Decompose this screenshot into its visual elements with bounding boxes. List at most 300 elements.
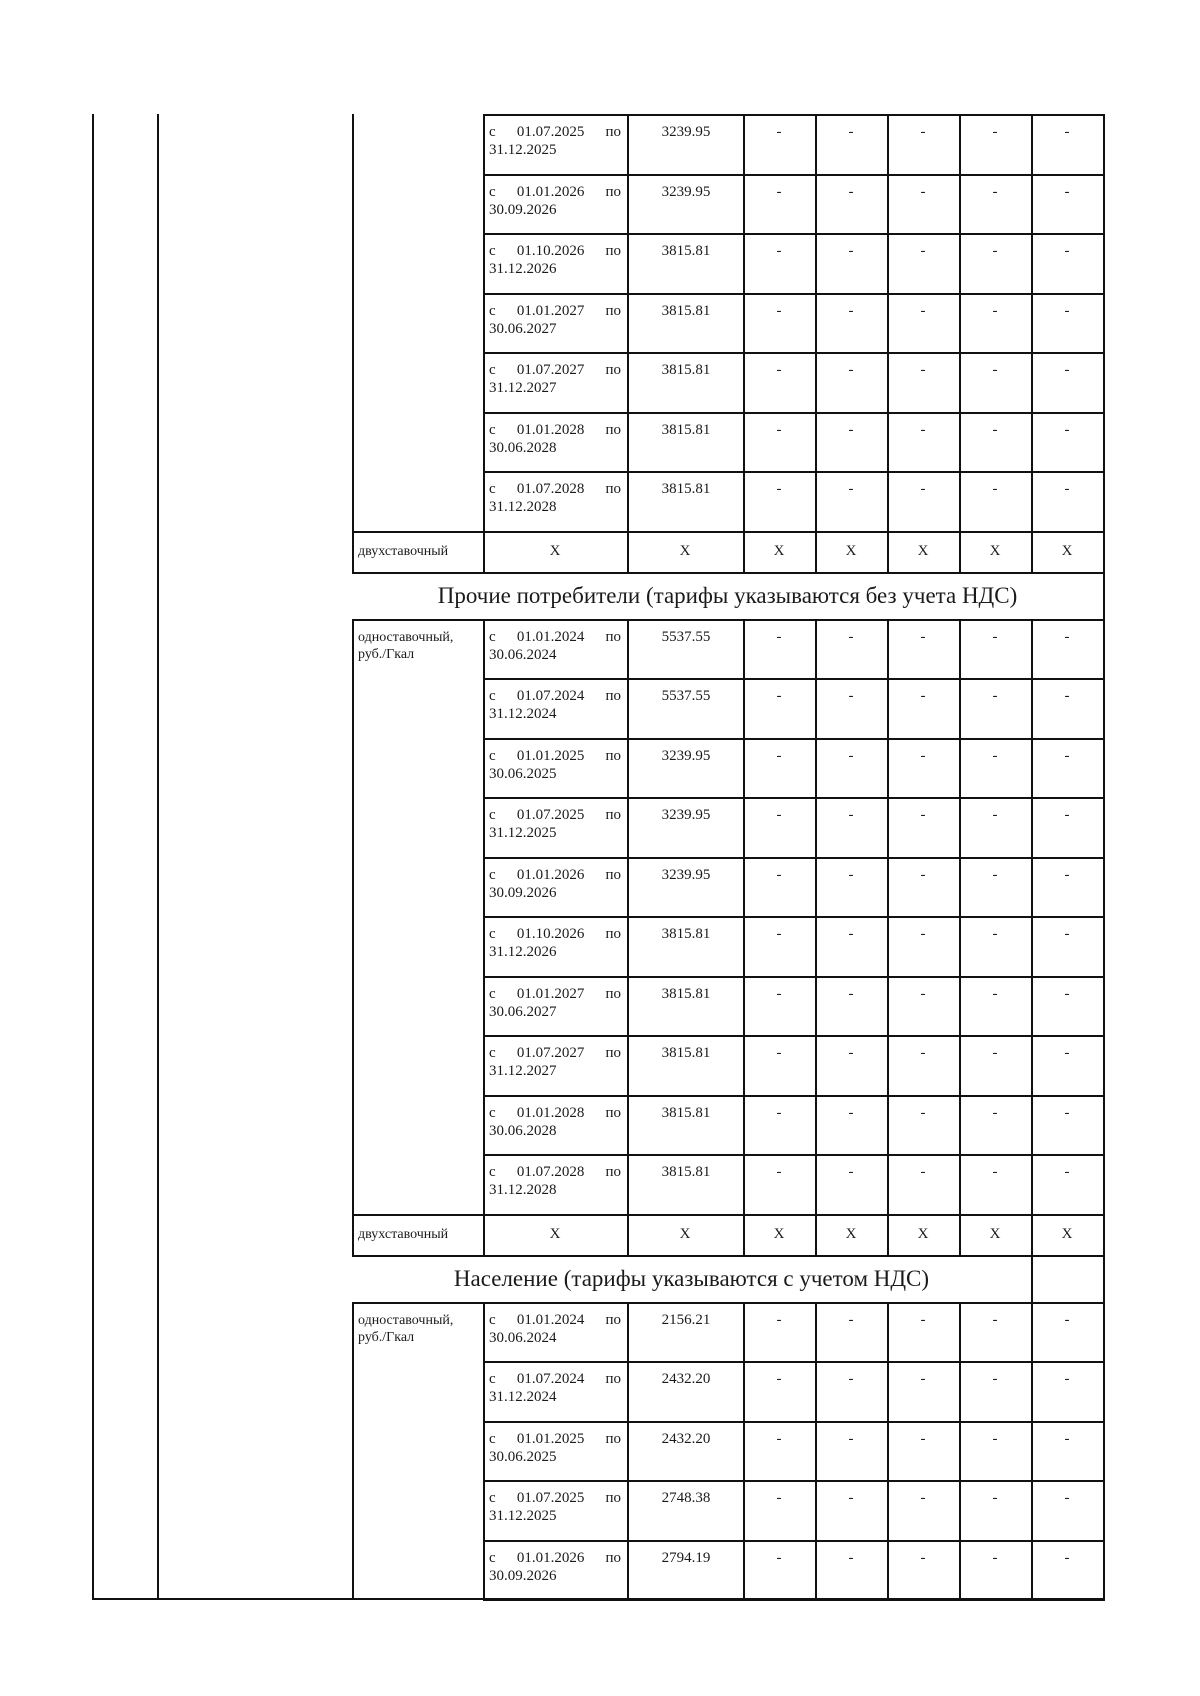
row-rule	[352, 1255, 1105, 1257]
row-rule	[483, 114, 1105, 116]
empty-cell: -	[1064, 1045, 1070, 1061]
empty-cell: -	[776, 807, 782, 823]
empty-cell: -	[1064, 1549, 1070, 1566]
empty-cell: -	[848, 124, 854, 140]
empty-cell: -	[992, 243, 998, 259]
tariff-value: 3239.95	[661, 807, 711, 823]
row-rule	[483, 531, 1105, 533]
col-rule	[1031, 114, 1033, 531]
period-word: по	[605, 1104, 621, 1121]
outer-rule	[92, 114, 94, 1599]
col-rule	[815, 114, 817, 531]
tariff-value: 3815.81	[661, 1045, 711, 1061]
period-word: по	[605, 926, 621, 942]
empty-cell: -	[1064, 688, 1070, 704]
empty-cell: -	[848, 985, 854, 1002]
period-word: по	[605, 628, 621, 645]
section-title: Прочие потребители (тарифы указываются без учета НДС)	[437, 582, 1018, 608]
tariff-value: 2794.19	[661, 1549, 711, 1566]
empty-cell: -	[776, 1490, 782, 1506]
period-word: 01.07.2027	[516, 1045, 585, 1061]
col-rule	[1031, 619, 1033, 1214]
period-word: с	[489, 1045, 496, 1061]
empty-cell: -	[848, 1104, 854, 1121]
empty-cell: -	[848, 1371, 854, 1387]
empty-cell: -	[992, 1490, 998, 1506]
empty-cell: -	[776, 985, 782, 1002]
tariff-value: 3815.81	[661, 362, 711, 378]
row-rule	[483, 738, 1105, 740]
empty-cell: -	[776, 1045, 782, 1061]
period-word: по	[605, 688, 621, 704]
section-bottom-rule	[352, 619, 1105, 621]
period-word: с	[489, 1430, 496, 1447]
empty-cell: -	[920, 1045, 926, 1061]
col-rule	[959, 114, 961, 531]
row-rule	[352, 531, 483, 533]
period-from	[489, 806, 621, 824]
period-word: с	[489, 807, 496, 823]
empty-cell: -	[920, 688, 926, 704]
col-rule	[743, 1214, 745, 1255]
row-rule	[483, 1480, 1105, 1482]
not-applicable-mark: X	[845, 542, 857, 559]
period-word: по	[605, 124, 621, 140]
period-word: с	[489, 481, 496, 497]
empty-cell: -	[776, 1164, 782, 1180]
period-to: 31.12.2026	[489, 261, 557, 277]
period-word: с	[489, 183, 496, 200]
empty-cell: -	[776, 1430, 782, 1447]
empty-cell: -	[1064, 481, 1070, 497]
period-from	[489, 1163, 621, 1181]
period-word: 01.07.2025	[516, 1490, 585, 1506]
row-rule	[483, 174, 1105, 176]
period-word: 01.01.2025	[516, 747, 585, 764]
col-rule	[483, 531, 485, 572]
period-word: с	[489, 688, 496, 704]
tariff-value: 2432.20	[661, 1430, 711, 1447]
col-rule	[743, 1302, 745, 1600]
col-rule	[959, 1302, 961, 1600]
col-rule	[887, 1214, 889, 1255]
empty-cell: -	[992, 421, 998, 438]
section-bottom-rule	[352, 1302, 1105, 1304]
col-rule	[483, 1302, 485, 1600]
not-applicable-mark: X	[845, 1225, 857, 1242]
empty-cell: -	[1064, 807, 1070, 823]
period-from	[489, 687, 621, 705]
col-rule	[352, 1214, 354, 1255]
period-word: 01.01.2025	[516, 1430, 585, 1447]
period-to: 31.12.2028	[489, 1182, 557, 1198]
period-to: 31.12.2025	[489, 1508, 557, 1524]
period-from	[489, 747, 621, 765]
col-rule	[483, 619, 485, 1214]
empty-cell: -	[776, 747, 782, 764]
period-from	[489, 242, 621, 260]
period-word: с	[489, 1549, 496, 1566]
empty-cell: -	[1064, 124, 1070, 140]
empty-cell: -	[992, 1549, 998, 1566]
empty-cell: -	[920, 1549, 926, 1566]
period-to: 31.12.2024	[489, 1389, 557, 1405]
empty-cell: -	[920, 481, 926, 497]
period-from	[489, 480, 621, 498]
section-right-rule	[1031, 1255, 1033, 1302]
empty-cell: -	[992, 1430, 998, 1447]
col-rule	[352, 531, 354, 572]
empty-cell: -	[1064, 1490, 1070, 1506]
empty-cell: -	[992, 1371, 998, 1387]
empty-cell: -	[1064, 1371, 1070, 1387]
period-word: по	[605, 481, 621, 497]
section-title: Население (тарифы указываются с учетом НДС)	[453, 1265, 930, 1291]
period-to: 31.12.2027	[489, 380, 557, 396]
period-word: 01.01.2024	[516, 1311, 585, 1328]
empty-cell: -	[848, 362, 854, 378]
period-to: 30.09.2026	[489, 1567, 557, 1584]
row-rule	[483, 293, 1105, 295]
period-word: по	[605, 807, 621, 823]
empty-cell: -	[848, 866, 854, 883]
empty-cell: -	[920, 302, 926, 319]
period-to: 30.06.2024	[489, 646, 557, 663]
period-word: по	[605, 302, 621, 319]
empty-cell: -	[1064, 421, 1070, 438]
tariff-value: 3815.81	[661, 926, 711, 942]
section-right-rule	[1103, 1255, 1105, 1302]
period-to: 30.06.2024	[489, 1329, 557, 1346]
period-to: 30.06.2025	[489, 765, 557, 782]
tariff-value: 3815.81	[661, 421, 711, 438]
empty-cell: -	[992, 985, 998, 1002]
empty-cell: -	[1064, 985, 1070, 1002]
empty-cell: -	[776, 628, 782, 645]
tariff-value: 5537.55	[661, 688, 711, 704]
period-word: по	[605, 1164, 621, 1180]
table-bottom-rule	[92, 1598, 1105, 1600]
period-from	[489, 1104, 621, 1122]
period-to: 30.06.2027	[489, 1003, 557, 1020]
col-rule	[815, 531, 817, 572]
empty-cell: -	[920, 926, 926, 942]
period-word: по	[605, 747, 621, 764]
period-from	[489, 302, 621, 320]
empty-cell: -	[992, 866, 998, 883]
empty-cell: -	[1064, 302, 1070, 319]
col-rule	[352, 114, 354, 531]
period-word: по	[605, 243, 621, 259]
empty-cell: -	[776, 688, 782, 704]
col-rule	[887, 1302, 889, 1600]
period-word: 01.07.2028	[516, 481, 585, 497]
period-word: с	[489, 1164, 496, 1180]
empty-cell: -	[920, 1164, 926, 1180]
tariff-value: 3239.95	[661, 747, 711, 764]
period-word: с	[489, 1371, 496, 1387]
period-word: 01.07.2025	[516, 124, 585, 140]
tariff-value: 3239.95	[661, 866, 711, 883]
row-rule	[483, 1540, 1105, 1542]
empty-cell: -	[848, 1490, 854, 1506]
period-word: с	[489, 362, 496, 378]
col-rule	[352, 619, 354, 1214]
empty-cell: -	[776, 421, 782, 438]
row-rule	[483, 1035, 1105, 1037]
period-word: 01.07.2024	[516, 1371, 585, 1387]
period-word: по	[605, 1371, 621, 1387]
empty-cell: -	[992, 628, 998, 645]
col-rule	[627, 114, 629, 531]
period-word: 01.10.2026	[516, 243, 585, 259]
row-rule	[483, 857, 1105, 859]
empty-cell: -	[848, 1045, 854, 1061]
row-rule	[483, 1154, 1105, 1156]
empty-cell: -	[848, 807, 854, 823]
period-word: 01.07.2028	[516, 1164, 585, 1180]
period-from	[489, 421, 621, 439]
period-word: с	[489, 985, 496, 1002]
period-word: с	[489, 124, 496, 140]
period-word: по	[605, 183, 621, 200]
period-from	[489, 1044, 621, 1062]
period-word: по	[605, 1311, 621, 1328]
row-rule	[483, 412, 1105, 414]
period-to: 30.06.2028	[489, 1122, 557, 1139]
col-rule	[1031, 1214, 1033, 1255]
not-applicable-mark: X	[679, 1225, 691, 1242]
empty-cell: -	[776, 243, 782, 259]
period-word: по	[605, 866, 621, 883]
empty-cell: -	[992, 747, 998, 764]
period-to: 30.09.2026	[489, 884, 557, 901]
not-applicable-mark: X	[989, 1225, 1001, 1242]
row-rule	[483, 352, 1105, 354]
rate-type-label: одноставочный, руб./Гкал	[358, 1312, 454, 1345]
period-word: 01.01.2028	[516, 1104, 585, 1121]
period-word: с	[489, 421, 496, 438]
empty-cell: -	[920, 1104, 926, 1121]
outer-rule	[157, 114, 159, 1599]
col-rule	[743, 114, 745, 531]
tariff-value: 2432.20	[661, 1371, 711, 1387]
period-word: с	[489, 926, 496, 942]
period-word: 01.07.2027	[516, 362, 585, 378]
empty-cell: -	[992, 183, 998, 200]
period-word: с	[489, 628, 496, 645]
not-applicable-mark: X	[917, 1225, 929, 1242]
empty-cell: -	[1064, 866, 1070, 883]
tariff-value: 3239.95	[661, 124, 711, 140]
empty-cell: -	[920, 124, 926, 140]
empty-cell: -	[992, 1104, 998, 1121]
empty-cell: -	[776, 1104, 782, 1121]
period-word: по	[605, 1430, 621, 1447]
empty-cell: -	[776, 926, 782, 942]
period-word: по	[605, 362, 621, 378]
empty-cell: -	[992, 1045, 998, 1061]
col-rule	[1103, 1214, 1105, 1255]
empty-cell: -	[992, 1311, 998, 1328]
col-rule	[1103, 114, 1105, 531]
empty-cell: -	[848, 302, 854, 319]
period-word: с	[489, 302, 496, 319]
period-word: по	[605, 1549, 621, 1566]
empty-cell: -	[848, 1311, 854, 1328]
empty-cell: -	[1064, 747, 1070, 764]
period-from	[489, 985, 621, 1003]
period-word: по	[605, 1045, 621, 1061]
empty-cell: -	[920, 1490, 926, 1506]
period-word: 01.01.2024	[516, 628, 585, 645]
period-word: по	[605, 985, 621, 1002]
col-rule	[352, 1302, 354, 1600]
col-rule	[743, 531, 745, 572]
empty-cell: -	[992, 124, 998, 140]
period-from	[489, 1549, 621, 1567]
period-word: 01.01.2026	[516, 1549, 585, 1566]
period-word: 01.10.2026	[516, 926, 585, 942]
col-rule	[743, 619, 745, 1214]
period-from	[489, 866, 621, 884]
empty-cell: -	[776, 866, 782, 883]
empty-cell: -	[992, 481, 998, 497]
row-rule	[483, 471, 1105, 473]
col-rule	[483, 114, 485, 531]
empty-cell: -	[776, 481, 782, 497]
empty-cell: -	[1064, 926, 1070, 942]
period-word: с	[489, 1490, 496, 1506]
empty-cell: -	[920, 747, 926, 764]
empty-cell: -	[848, 628, 854, 645]
tariff-value: 2748.38	[661, 1490, 711, 1506]
empty-cell: -	[848, 1164, 854, 1180]
empty-cell: -	[920, 1371, 926, 1387]
col-rule	[1103, 531, 1105, 572]
period-to: 30.06.2027	[489, 320, 557, 337]
empty-cell: -	[920, 183, 926, 200]
row-rule	[483, 233, 1105, 235]
col-rule	[627, 1214, 629, 1255]
col-rule	[815, 619, 817, 1214]
empty-cell: -	[992, 807, 998, 823]
col-rule	[1031, 1302, 1033, 1600]
period-word: по	[605, 421, 621, 438]
tariff-value: 5537.55	[661, 628, 711, 645]
tariff-value: 3815.81	[661, 481, 711, 497]
empty-cell: -	[920, 866, 926, 883]
period-word: 01.07.2025	[516, 807, 585, 823]
not-applicable-mark: X	[989, 542, 1001, 559]
row-rule	[483, 916, 1105, 918]
empty-cell: -	[1064, 1430, 1070, 1447]
empty-cell: -	[1064, 183, 1070, 200]
empty-cell: -	[920, 807, 926, 823]
period-from	[489, 183, 621, 201]
empty-cell: -	[1064, 1104, 1070, 1121]
tariff-value: 3815.81	[661, 302, 711, 319]
period-from	[489, 628, 621, 646]
empty-cell: -	[776, 183, 782, 200]
empty-cell: -	[920, 243, 926, 259]
empty-cell: -	[776, 362, 782, 378]
period-word: с	[489, 1104, 496, 1121]
empty-cell: -	[848, 421, 854, 438]
row-rule	[483, 1095, 1105, 1097]
empty-cell: -	[848, 926, 854, 942]
period-to: 30.06.2028	[489, 439, 557, 456]
row-rule	[483, 678, 1105, 680]
period-word: 01.01.2026	[516, 866, 585, 883]
empty-cell: -	[1064, 1164, 1070, 1180]
empty-cell: -	[848, 243, 854, 259]
empty-cell: -	[776, 1311, 782, 1328]
empty-cell: -	[1064, 628, 1070, 645]
empty-cell: -	[920, 1430, 926, 1447]
period-to: 31.12.2025	[489, 825, 557, 841]
period-from	[489, 1430, 621, 1448]
row-rule	[483, 976, 1105, 978]
empty-cell: -	[992, 1164, 998, 1180]
empty-cell: -	[920, 628, 926, 645]
empty-cell: -	[920, 362, 926, 378]
col-rule	[815, 1302, 817, 1600]
empty-cell: -	[776, 302, 782, 319]
row-rule	[352, 1214, 483, 1216]
period-to: 31.12.2024	[489, 706, 557, 722]
not-applicable-mark: X	[917, 542, 929, 559]
col-rule	[959, 531, 961, 572]
period-word: с	[489, 747, 496, 764]
row-rule	[483, 1421, 1105, 1423]
period-word: по	[605, 1490, 621, 1506]
col-rule	[887, 531, 889, 572]
row-rule	[352, 572, 1105, 574]
row-rule	[483, 797, 1105, 799]
period-from	[489, 361, 621, 379]
rate-type-label: одноставочный, руб./Гкал	[358, 629, 454, 662]
empty-cell: -	[848, 481, 854, 497]
empty-cell: -	[848, 183, 854, 200]
empty-cell: -	[776, 124, 782, 140]
tariff-value: 2156.21	[661, 1311, 711, 1328]
period-word: 01.07.2024	[516, 688, 585, 704]
not-applicable-mark: X	[773, 1225, 785, 1242]
period-to: 30.06.2025	[489, 1448, 557, 1465]
tariff-value: 3239.95	[661, 183, 711, 200]
empty-cell: -	[992, 926, 998, 942]
empty-cell: -	[848, 1430, 854, 1447]
period-word: с	[489, 243, 496, 259]
tariff-value: 3815.81	[661, 1104, 711, 1121]
period-word: 01.01.2027	[516, 302, 585, 319]
row-rule	[483, 1214, 1105, 1216]
not-applicable-mark: X	[549, 1225, 561, 1242]
period-to: 31.12.2027	[489, 1063, 557, 1079]
empty-cell: -	[920, 1311, 926, 1328]
col-rule	[887, 619, 889, 1214]
tariff-value: 3815.81	[661, 243, 711, 259]
period-to: 31.12.2025	[489, 142, 557, 158]
period-to: 31.12.2028	[489, 499, 557, 515]
col-rule	[627, 1302, 629, 1600]
empty-cell: -	[776, 1371, 782, 1387]
empty-cell: -	[1064, 362, 1070, 378]
period-word: с	[489, 1311, 496, 1328]
col-rule	[887, 114, 889, 531]
tariff-value: 3815.81	[661, 985, 711, 1002]
